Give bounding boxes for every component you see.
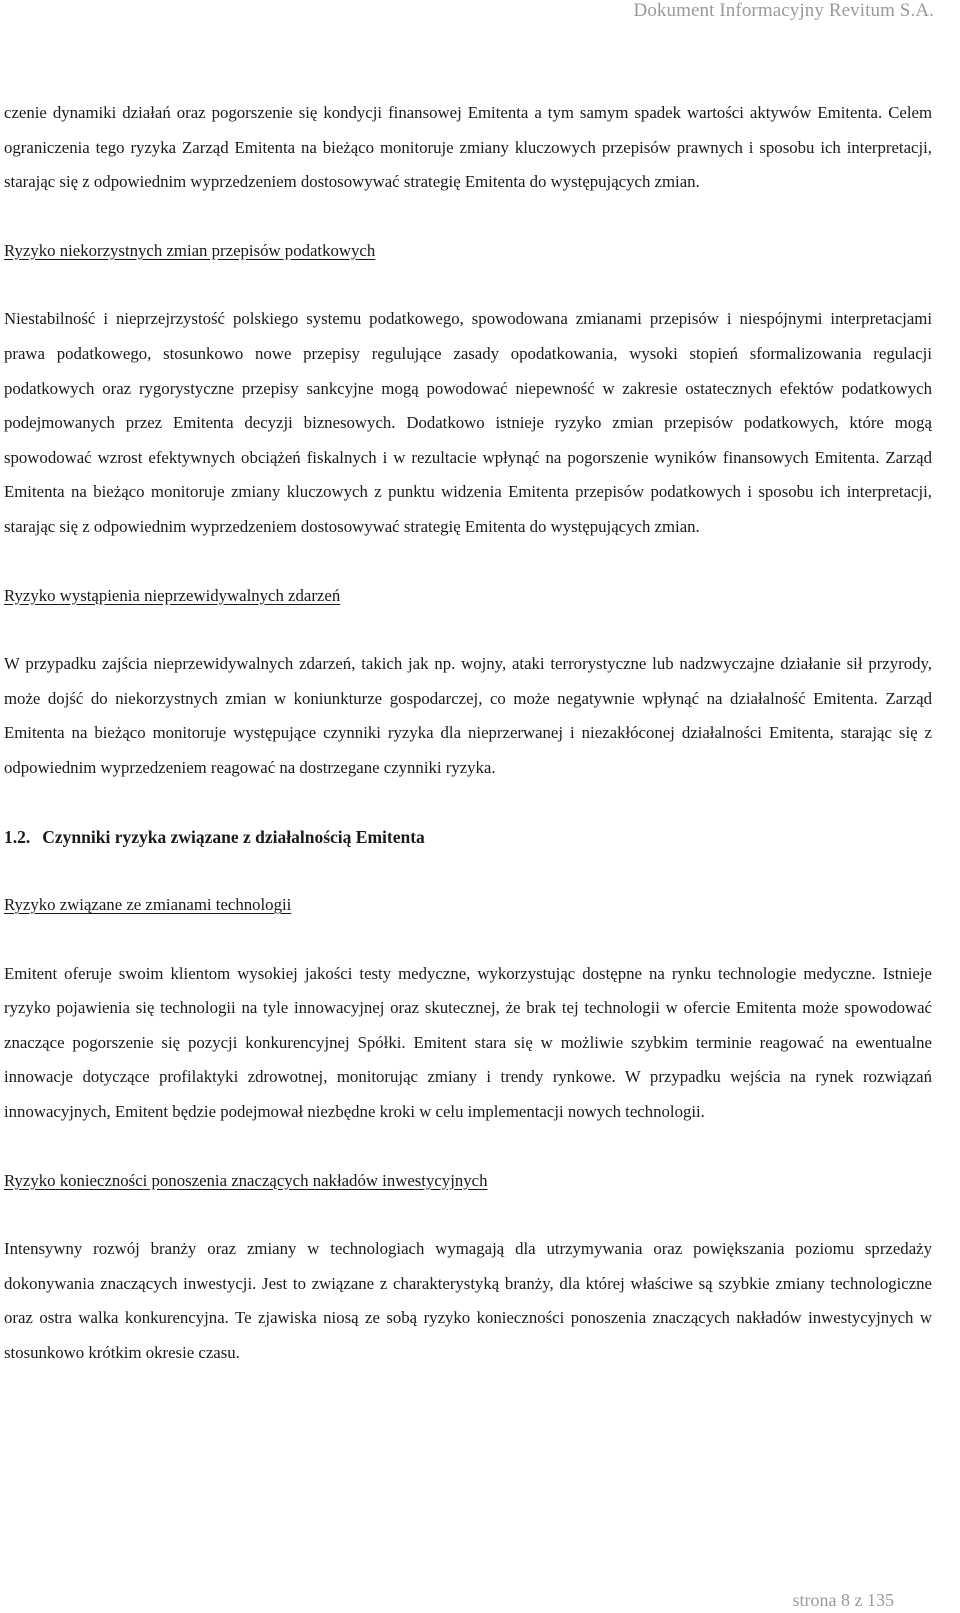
- tax-risk-paragraph: Niestabilność i nieprzejrzystość polskiego systemu podatkowego, spowodowana zmianami przepisów i niespójnymi interpretacjami prawa podatkowego, stosunkowo nowe przepisy regulujące zasady opodatkowania, wysoki stopień sformalizowania regulacji podatkowych oraz rygorystyczne przepisy sankcyjne mogą powodować niepewność w zakresie ostatecznych efektów podatkowych podejmowanych przez Emitenta decyzji biznesowych. Dodatkowo istnieje ryzyko zmian przepisów podatkowych, które mogą spowodować wzrost efektywnych obciążeń fiskalnych i w rezultacie wpłynąć na pogorszenie wyników finansowych Emitenta. Zarząd Emitenta na bieżąco monitoruje zmiany kluczowych z punktu widzenia Emitenta przepisów podatkowych i sposobu ich interpretacji, starając się z odpowiednim wyprzedzeniem dostosowywać strategię Emitenta do występujących zmian.: [4, 309, 932, 536]
- heading-technology-risk: Ryzyko związane ze zmianami technologii: [4, 895, 292, 915]
- section-number: 1.2.: [4, 826, 31, 847]
- page-number: strona 8 z 135: [792, 1590, 894, 1610]
- document-header: Dokument Informacyjny Revitum S.A.: [633, 0, 934, 21]
- unforeseen-events-paragraph: W przypadku zajścia nieprzewidywalnych zdarzeń, takich jak np. wojny, ataki terrorystyczne lub nadzwyczajne działanie sił przyrody, może dojść do niekorzystnych zmian w koniunkturze gospodarczej, co może negatywnie wpłynąć na działalność Emitenta. Zarząd Emitenta na bieżąco monitoruje występujące czynniki ryzyka dla nieprzerwanej i niezakłóconej działalności Emitenta, starając się z odpowiednim wyprzedzeniem reagować na dostrzegane czynniki ryzyka.: [4, 654, 932, 777]
- heading-tax-risk: Ryzyko niekorzystnych zmian przepisów podatkowych: [4, 240, 376, 260]
- intro-paragraph: czenie dynamiki działań oraz pogorszenie się kondycji finansowej Emitenta a tym samym spadek wartości aktywów Emitenta. Celem ograniczenia tego ryzyka Zarząd Emitenta na bieżąco monitoruje zmiany kluczowych przepisów prawnych i sposobu ich interpretacji, starając się z odpowiednim wyprzedzeniem dostosowywać strategię Emitenta do występujących zmian.: [4, 103, 932, 192]
- section-title-text: Czynniki ryzyka związane z działalnością Emitenta: [42, 826, 425, 847]
- document-body: [4, 96, 932, 1371]
- technology-risk-paragraph: Emitent oferuje swoim klientom wysokiej jakości testy medyczne, wykorzystując dostępne na rynku technologie medyczne. Istnieje ryzyko pojawienia się technologii na tyle innowacyjnej oraz skutecznej, że brak tej technologii w ofercie Emitenta może spowodować znaczące pogorszenie się pozycji konkurencyjnej Spółki. Emitent stara się w możliwie szybkim terminie reagować na ewentualne innowacje dotyczące profilaktyki zdrowotnej, monitorując zmiany i trendy rynkowe. W przypadku wejścia na rynek rozwiązań innowacyjnych, Emitent będzie podejmował niezbędne kroki w celu implementacji nowych technologii.: [4, 963, 932, 1122]
- investment-risk-paragraph: Intensywny rozwój branży oraz zmiany w technologiach wymagają dla utrzymywania oraz powiększania poziomu sprzedaży dokonywania znaczących inwestycji. Jest to związane z charakterystyką branży, dla której właściwe są szybkie zmiany technologiczne oraz ostra walka konkurencyjna. Te zjawiska niosą ze sobą ryzyko konieczności ponoszenia znaczących nakładów inwestycyjnych w stosunkowo krótkim okresie czasu.: [4, 1239, 932, 1363]
- heading-investment-risk: Ryzyko konieczności ponoszenia znaczących nakładów inwestycyjnych: [4, 1170, 488, 1190]
- section-title: [4, 820, 932, 855]
- heading-unforeseen-events: Ryzyko wystąpienia nieprzewidywalnych zdarzeń: [4, 585, 341, 605]
